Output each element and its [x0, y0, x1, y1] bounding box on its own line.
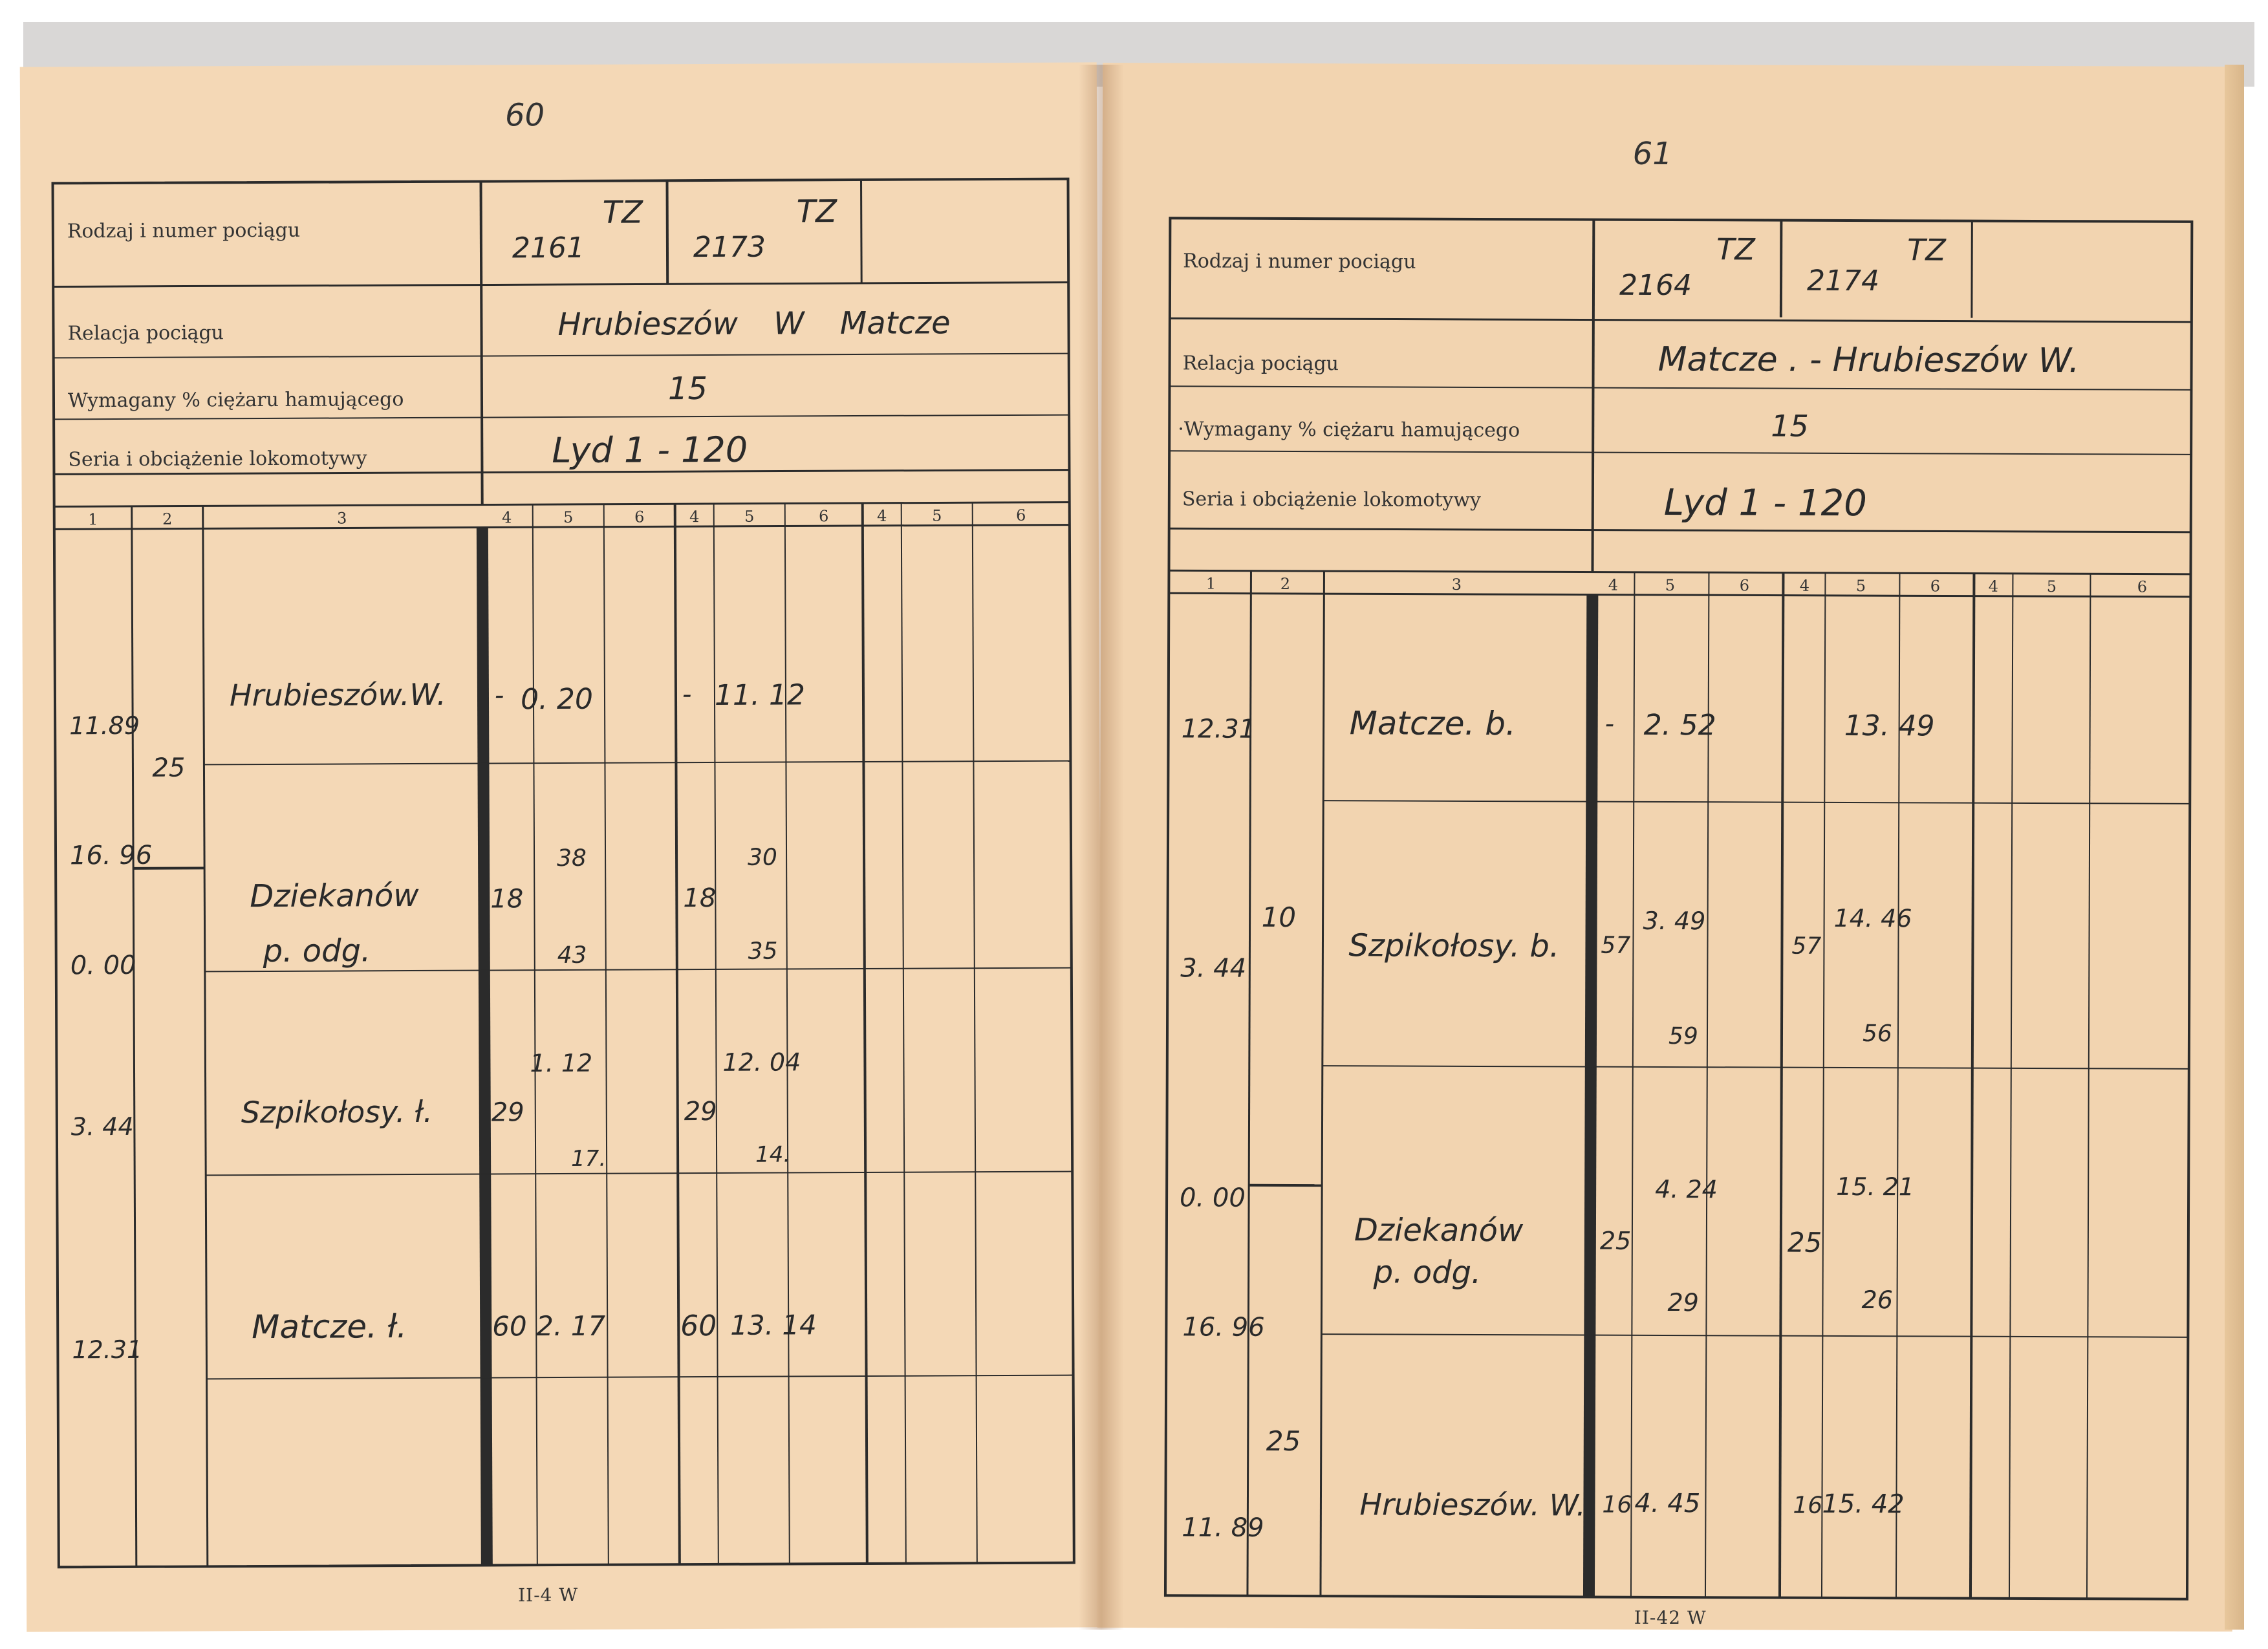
station-name-line1: Dziekanów [250, 877, 419, 915]
relation-label: Relacja pociągu [1182, 352, 1339, 376]
t1-col5-dep: 43 [557, 942, 587, 969]
station-name: Hrubieszów. W. [1359, 1487, 1586, 1523]
t1-col5: 2. 17 [536, 1310, 606, 1342]
t1-col4: 25 [1599, 1226, 1632, 1255]
col-num-2: 2 [1280, 574, 1291, 593]
col-num-6a: 6 [1739, 576, 1750, 595]
train-1-type: TZ [602, 194, 643, 231]
station-name-line2: p. odg. [1373, 1254, 1482, 1291]
t2-col5: 13. 14 [730, 1309, 817, 1341]
km-value: 16. 96 [1182, 1312, 1265, 1342]
t1-col4: - [1604, 709, 1615, 739]
col-num-5c: 5 [932, 506, 942, 525]
t1-col4: 16 [1602, 1491, 1632, 1518]
loco-label: Seria i obciążenie lokomotywy [68, 447, 367, 471]
t1-col4: 57 [1601, 932, 1631, 959]
station-name: Matcze. ł. [252, 1308, 407, 1346]
t1-col4: 18 [490, 884, 524, 914]
t2-col5-dep: 35 [748, 938, 778, 965]
relation-value: Hrubieszów W Matcze [557, 305, 951, 343]
col-num-3: 3 [1451, 575, 1462, 594]
t2-col4: 18 [683, 883, 717, 914]
t2-col5: 15. 42 [1822, 1489, 1905, 1520]
t2-col4: 16 [1793, 1492, 1823, 1519]
book-gutter [1079, 65, 1124, 1630]
col-num-2: 2 [162, 510, 173, 528]
brake-value: 15 [1771, 408, 1809, 444]
col-num-5a: 5 [1665, 576, 1676, 595]
km-value: 0. 00 [70, 950, 136, 981]
train-2-type: TZ [1907, 232, 1946, 268]
brake-value: 15 [667, 371, 708, 407]
t1-col4: 29 [491, 1097, 524, 1128]
train-2-type: TZ [796, 193, 837, 230]
t1-col5-arr: 1. 12 [530, 1048, 593, 1078]
t1-col5-dep: 17. [571, 1145, 607, 1172]
t1-col5-dep: 29 [1667, 1288, 1699, 1317]
col-num-4c: 4 [877, 506, 887, 525]
train-label: Rodzaj i numer pociągu [67, 219, 301, 243]
t2-col4: - [682, 680, 692, 710]
col2-value: 10 [1261, 901, 1297, 933]
col-num-4a: 4 [502, 508, 512, 527]
station-name: Szpikołosy. ł. [241, 1094, 433, 1130]
right-page [1097, 63, 2238, 1632]
train-2-number: 2174 [1806, 264, 1880, 298]
train-label: Rodzaj i numer pociągu [1183, 250, 1416, 274]
train-2-number: 2173 [693, 230, 766, 264]
col-num-4b: 4 [1799, 576, 1810, 595]
loco-label: Seria i obciążenie lokomotywy [1182, 488, 1482, 512]
t1-col4: - [494, 680, 504, 711]
station-name-line1: Dziekanów [1354, 1212, 1524, 1249]
t1-col5-arr: 4. 24 [1655, 1174, 1718, 1204]
brake-label: Wymagany % ciężaru hamującego [67, 388, 404, 413]
col-num-5a: 5 [563, 508, 574, 526]
t2-col5-arr: 15. 21 [1836, 1172, 1915, 1202]
loco-value: Lyd 1 - 120 [552, 429, 748, 471]
km-value: 11. 89 [1182, 1513, 1264, 1543]
col2-value: 25 [1266, 1425, 1301, 1458]
km-value: 3. 44 [1180, 953, 1247, 984]
t2-col5-dep: 26 [1861, 1286, 1893, 1315]
t1-col5-arr: 3. 49 [1643, 906, 1706, 936]
col-num-6a: 6 [634, 508, 645, 526]
t2-col5: 13. 49 [1844, 709, 1935, 743]
page-edge [2225, 65, 2244, 1630]
col-num-5b: 5 [1855, 577, 1866, 596]
col-num-4a: 4 [1608, 576, 1619, 594]
t2-col4: 57 [1791, 932, 1822, 960]
col-num-5c: 5 [2046, 577, 2057, 596]
form-code: II-4 W [517, 1584, 579, 1606]
station-name: Hrubieszów.W. [229, 676, 446, 713]
t2-col4: 25 [1787, 1226, 1822, 1258]
t2-col5: 11. 12 [714, 678, 806, 712]
col-num-4b: 4 [689, 508, 700, 526]
left-page [20, 62, 1104, 1632]
page-number: 61 [1632, 135, 1672, 173]
relation-value: Matcze . - Hrubieszów W. [1658, 339, 2080, 381]
col-num-6b: 6 [1930, 577, 1941, 596]
brake-label: ·Wymagany % ciężaru hamującego [1178, 418, 1520, 442]
col-num-1: 1 [1205, 574, 1216, 593]
km-value: 12.31 [1181, 714, 1256, 744]
col-num-5b: 5 [744, 507, 755, 526]
km-value: 0. 00 [1180, 1183, 1246, 1213]
t1-col4: 60 [492, 1310, 527, 1342]
relation-label: Relacja pociągu [67, 321, 224, 345]
train-1-number: 2161 [512, 231, 585, 265]
t2-col5-arr: 14. 46 [1833, 903, 1912, 933]
t1-col5: 2. 52 [1643, 708, 1716, 742]
t1-col5-dep: 59 [1668, 1023, 1698, 1050]
page-number: 60 [504, 97, 545, 134]
col-num-6c: 6 [1016, 506, 1026, 524]
t2-col5-arr: 12. 04 [722, 1048, 801, 1077]
t1-col5: 0. 20 [520, 682, 594, 717]
col-num-6b: 6 [819, 507, 829, 526]
col-num-3: 3 [337, 509, 347, 528]
km-value: 3. 44 [70, 1112, 134, 1141]
col-num-6c: 6 [2137, 577, 2148, 596]
t1-col5: 4. 45 [1634, 1488, 1701, 1519]
train-1-number: 2164 [1619, 268, 1692, 303]
station-name-line2: p. odg. [263, 932, 371, 970]
t2-col4: 29 [684, 1096, 717, 1127]
train-1-type: TZ [1716, 232, 1755, 267]
t2-col5-arr: 30 [747, 844, 777, 871]
t2-col4: 60 [680, 1309, 717, 1343]
t2-col5-dep: 14. [755, 1141, 791, 1168]
station-name: Matcze. b. [1349, 704, 1517, 743]
t2-col5-dep: 56 [1862, 1020, 1892, 1048]
km-value: 16. 96 [69, 840, 153, 871]
station-name: Szpikołosy. b. [1348, 927, 1560, 965]
km-value: 12.31 [72, 1335, 143, 1364]
col-num-4c: 4 [1988, 577, 1999, 596]
col2-value: 25 [152, 753, 186, 783]
t1-col5-arr: 38 [556, 845, 587, 872]
form-code: II-42 W [1634, 1606, 1707, 1629]
km-value: 11.89 [69, 711, 140, 740]
loco-value: Lyd 1 - 120 [1663, 481, 1867, 525]
col-num-1: 1 [88, 510, 98, 529]
